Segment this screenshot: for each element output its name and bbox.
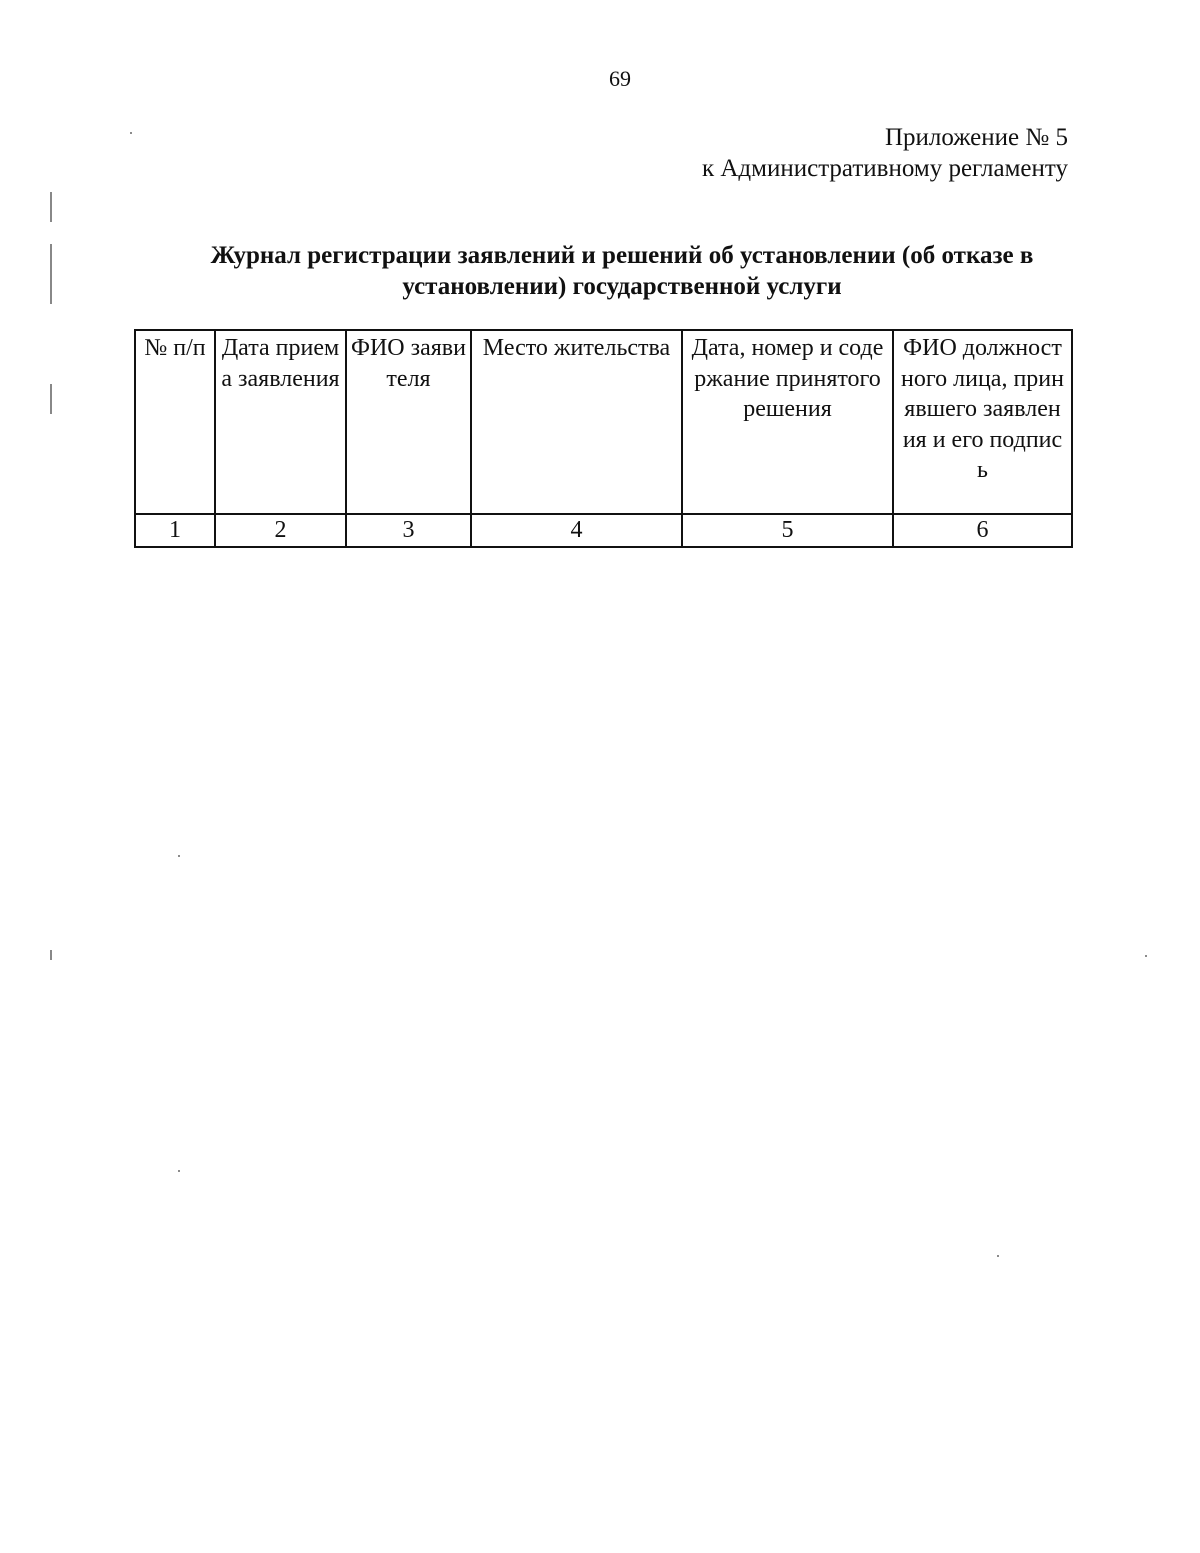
header-applicant-name: ФИО заявителя <box>346 330 471 514</box>
column-number-cell: 5 <box>682 514 893 547</box>
scan-speck <box>997 1255 999 1257</box>
header-residence: Место жительства <box>471 330 682 514</box>
header-official: ФИО должностного лица, принявшего заявления и его подпись <box>893 330 1072 514</box>
column-number-cell: 2 <box>215 514 346 547</box>
appendix-line-2: к Административному регламенту <box>701 155 1068 182</box>
document-title-line-1: Журнал регистрации заявлений и решений об установлении (об отказе в <box>210 242 1034 269</box>
table-row <box>135 514 1072 547</box>
appendix-reference <box>702 122 1068 184</box>
column-number-cell: 4 <box>471 514 682 547</box>
scan-speck <box>178 1170 180 1172</box>
header-row-number: № п/п <box>135 330 215 514</box>
margin-scan-mark <box>50 244 52 304</box>
document-title-line-2: установлении) государственной услуги <box>402 273 842 300</box>
margin-scan-mark <box>50 950 52 960</box>
scan-speck <box>130 132 132 134</box>
scan-speck <box>1145 955 1147 957</box>
header-decision: Дата, номер и содержание принятого решения <box>682 330 893 514</box>
column-number-cell: 1 <box>135 514 215 547</box>
registration-journal-table <box>134 329 1073 548</box>
appendix-line-1: Приложение № 5 <box>884 124 1068 151</box>
margin-scan-mark <box>50 384 52 414</box>
header-receipt-date: Дата приема заявления <box>215 330 346 514</box>
page-number: 69 <box>609 66 631 91</box>
table-header-row <box>135 330 1072 514</box>
scan-speck <box>178 855 180 857</box>
margin-scan-mark <box>50 192 52 222</box>
column-number-cell: 3 <box>346 514 471 547</box>
column-number-cell: 6 <box>893 514 1072 547</box>
document-title <box>130 240 1114 302</box>
